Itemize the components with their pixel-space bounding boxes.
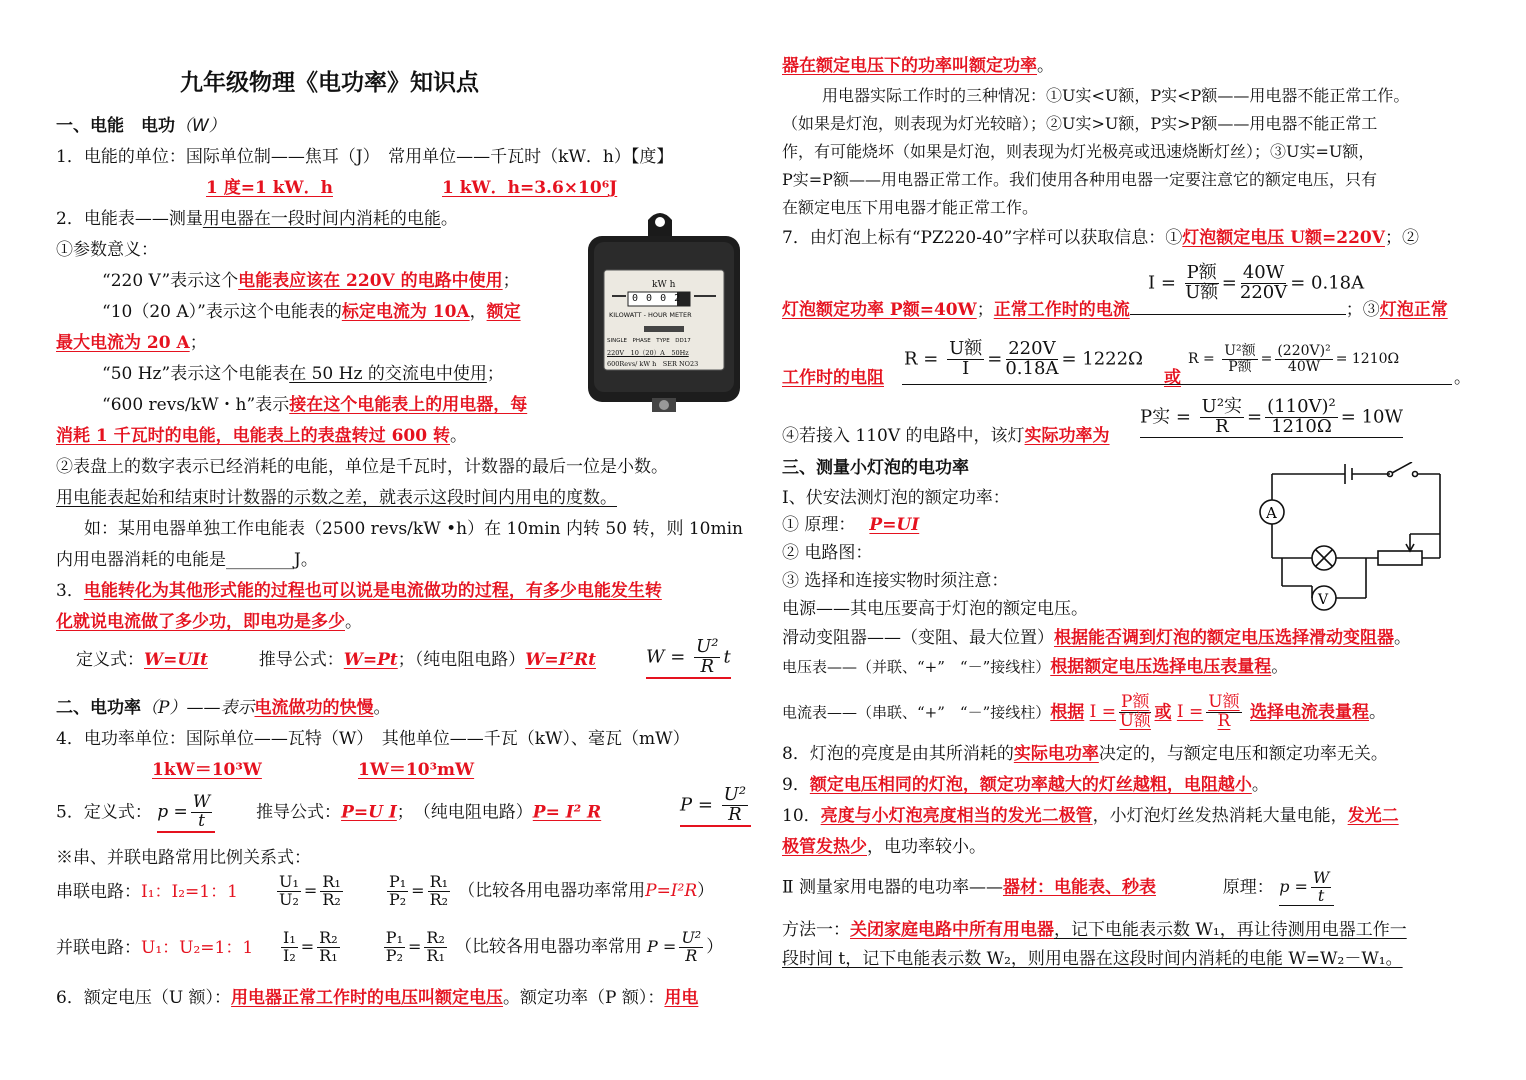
- power-supply-note: 电源——其电压要高于灯泡的额定电压。: [782, 599, 1088, 619]
- dial-reading-line: ②表盘上的数字表示已经消耗的电能，单位是千瓦时，计数器的最后一位是小数。: [56, 457, 668, 477]
- param-revs-line: “600 revs/kW・h”表示接在这个电能表上的用电器，每: [102, 395, 528, 415]
- meter-unit-label: kW h: [652, 280, 676, 290]
- actual-power-line: ④若接入 110V 的电路中，该灯实际功率为: [782, 426, 1110, 446]
- working-cases-line-5: 在额定电压下用电器才能正常工作。: [782, 198, 1039, 217]
- filament-line: 9．额定电压相同的灯泡，额定功率越大的灯丝越粗，电阻越小。: [782, 775, 1269, 795]
- rated-voltage-line: 6．额定电压（U 额）：用电器正常工作时的电压叫额定电压。额定功率（P 额）：用电: [56, 988, 699, 1008]
- working-cases-line-4: P实=P额——用电器正常工作。我们使用各种用电器一定要注意它的额定电压，只有: [782, 170, 1377, 189]
- meter-specs-2: 220V 10（20）A 50Hz: [607, 349, 689, 357]
- rated-power-info-line: 灯泡额定功率 P额=40W；正常工作时的电流 ；③灯泡正常: [782, 300, 1448, 320]
- resistance-underline: [902, 384, 1452, 385]
- param-220v-line: “220 V”表示这个电能表应该在 220V 的电路中使用；: [102, 271, 520, 291]
- param-current-line: “10（20 A）”表示这个电能表的标定电流为 10A，额定: [102, 302, 521, 322]
- section-3-heading: 三、测量小灯泡的电功率: [782, 458, 969, 478]
- param-frequency-line: “50 Hz”表示这个电能表在 50 Hz 的交流电中使用；: [102, 364, 504, 384]
- example-line: 如：某用电器单独工作电能表（2500 revs/kW •h）在 10min 内转 50 转，则 10min: [84, 519, 743, 539]
- work-concept-line-2: 化就说电流做了多少功，即电功是多少。: [56, 612, 362, 632]
- parallel-ratio-formulas: $\frac{\text{I₁}}{\text{I₂}}$ = $\frac{\text{R₂}}{\text{R₁}}$ $\frac{\text{P₁}}{\text{P₂}}$ = $\frac{\text{R₂}}{\text{R₁}}$ （比较各用电器功率常用 P = $\frac{\text{U²}}{R}$ ）: [283, 928, 724, 965]
- meter-specs-1: SINGLE PHASE TYPE DD17: [607, 338, 691, 344]
- electric-meter-image: [582, 208, 747, 418]
- param-revs-line-2: 消耗 1 千瓦时的电能，电能表上的表盘转过 600 转。: [56, 426, 467, 446]
- work-formula-u2r: W = $\frac{\text{U²}}{R}$ t: [646, 636, 731, 677]
- document-page: 九年级物理《电功率》知识点 一、电能 电功（W） 1．电能的单位：国际单位制——焦耳（J） 常用单位——千瓦时（kW．h）【度】 1 度=1 kW．h 1 kW．h=3.6×10⁶J 2．电能表——测量用电器在一段时间内消耗的电能。 ①参数意义： “220 V”表示这个电能表应该在 220V 的电路中使用； “10（20 A）”表示这个电能表的标定电流为 10A，额定 最大电流为 20 A； “50 Hz”表示这个电能表在 50 Hz 的交流电中使用； “600 revs/kW・h”表示接在这个电能表上的用电器，每 消耗 1 千瓦时的电能，电能表上的表盘转过 600 转。 ②表盘上的数字表示已经消耗的电能，单位是千瓦时，计数器的最后一位是小数。 用电能表起始和结束时计数器的示数之差，就表示这段时间内用电的度数。 如：某用电器单独工作电能表（2500 revs/kW •h）在 10min 内转 50 转，则 10min 内用电器消耗的电能是________J。 3．电能转化为其他形式能的过程也可以说是电流做功的过程，有多少电能发生转 化就说电流做了多少功，即电功是多少。 定义式：W=UIt 推导公式：W=Pt；（纯电阻电路）W=I²Rt W = $\frac{\text{U²}}{R}$ t 二、电功率（P）——表示电流做功的快慢。 4．电功率单位：国际单位——瓦特（W） 其他单位——千瓦（kW）、毫瓦（mW） 1kW＝10³W 1W＝10³mW 5．定义式： p = $\frac{W}{t}$ 推导公式：P=U I； （纯电阻电路）P= I² R P = $\frac{\text{U²}}{R}$ ※串、并联电路常用比例关系式： 串联电路：I₁：I₂=1：1 $\frac{\text{U₁}}{\text{U₂}}$ = $\frac{\text{R₁}}{\text{R₂}}$ $\frac{\text{P₁}}{\text{P₂}}$ = $\frac{\text{R₁}}{\text{R₂}}$ （比较各用电器功率常用P=I²R） 并联电路：U₁：U₂=1：1 $\frac{\text{I₁}}{\text{I₂}}$ = $\frac{\text{R₂}}{\text{R₁}}$ $\frac{\text{P₁}}{\text{P₂}}$ = $\frac{\text{R₂}}{\text{R₁}}$ （比较各用电器功率常用 P = $\frac{\text{U²}}{R}$ ） 6．额定电压（U 额）：用电器正常工作时的电压叫额定电压。额定功率（P 额）：用电 kW h 0 0 0 2 KILOWATT - HOUR METER SINGLE PHASE TYPE DD17 220V 10（20）A 50Hz 600Revs/ kW h SER NO23 器在额定电压下的功率叫额定功率。 用电器实际工作时的三种情况：①U实<U额，P实<P额——用电器不能正常工作。 （如果是灯泡，则表现为灯光较暗）；②U实>U额，P实>P额——用电器不能正常工 作，有可能烧坏（如果是灯泡，则表现为灯光极亮或迅速烧断灯丝）；③U实=U额， P实=P额——用电器正常工作。我们使用各种用电器一定要注意它的额定电压，只有 在额定电压下用电器才能正常工作。 7．由灯泡上标有“PZ220-40”字样可以获取信息：①灯泡额定电压 U额=220V；② I = $\frac{\text{P额}}{\text{U额}}$ = $\frac{40W}{220V}$ = 0.18A 灯泡额定功率 P额=40W；正常工作时的电流 ；③灯泡正常 工作时的电阻 R = $\frac{\text{U额}}{I}$ = $\frac{220V}{0.18A}$ = 1222Ω 或 R = $\frac{\text{U²额}}{\text{P额}}$ = $\frac{\text{(220V)²}}{40W}$ = 1210Ω 。 ④若接入 110V 的电路中，该灯实际功率为 P实 = $\frac{\text{U²实}}{R}$ = $\frac{\text{(110V)²}}{1210\Omega}$ = 10W 三、测量小灯泡的电功率 Ⅰ、伏安法测灯泡的额定功率： ① 原理： P=UI ② 电路图： ③ 选择和连接实物时须注意： 电源——其电压要高于灯泡的额定电压。 滑动变阻器——（变阻、最大位置）根据能否调到灯泡的额定电压选择滑动变阻器。 电压表——（并联、“+” “－”接线柱）根据额定电压选择电压表量程。 电流表——（串联、“+” “－”接线柱）根据 I = $\frac{\text{P额}}{\text{U额}}$ 或 I = $\frac{\text{U额}}{R}$ 选择电流表量程。 8．灯泡的亮度是由其所消耗的实际电功率决定的，与额定电压和额定功率无关。 9．额定电压相同的灯泡，额定功率越大的灯丝越粗，电阻越小。 10．亮度与小灯泡亮度相当的发光二极管，小灯泡灯丝发热消耗大量电能，发光二 极管发热少，电功率较小。 Ⅱ 测量家用电器的电功率——器材：电能表、秒表 原理： p = $\frac{W}{t}$ 方法一：关闭家庭电路中所有用电器，记下电能表示数 W₁，再让待测用电器工作一 段时间 t，记下电能表示数 W₂，则用电器在这段时间内消耗的电能 W=W₂－W₁。 A V: [56, 56, 1471, 1008]
- meter-definition-line: 2．电能表——测量用电器在一段时间内消耗的电能。: [56, 209, 458, 229]
- svg-text:V: V: [1318, 592, 1329, 608]
- current-calc-formula: I = $\frac{\text{P额}}{\text{U额}}$ = $\frac{40W}{220V}$ = 0.18A: [1148, 262, 1365, 303]
- series-ratio-formulas: $\frac{\text{U₁}}{\text{U₂}}$ = $\frac{\text{R₁}}{\text{R₂}}$ $\frac{\text{P₁}}{\text{P₂}}$ = $\frac{\text{R₁}}{\text{R₂}}$ （比较各用电器功率常用P=I²R）: [279, 872, 715, 909]
- resistance-end: 。: [1454, 368, 1471, 388]
- working-cases-line-3: 作，有可能烧坏（如果是灯泡，则表现为灯光极亮或迅速烧断灯丝）；③U实=U额，: [782, 142, 1375, 161]
- power-definition-line: 5．定义式： p = $\frac{W}{t}$ 推导公式：P=U I； （纯电阻电路）P= I² R: [56, 792, 602, 831]
- example-line-2: 内用电器消耗的电能是________J。: [56, 550, 318, 570]
- household-power-line: Ⅱ 测量家用电器的电功率——器材：电能表、秒表 原理： p = $\frac{W}{t}$: [782, 870, 1334, 906]
- working-cases-line-2: （如果是灯泡，则表现为灯光较暗）；②U实>U额，P实>P额——用电器不能正常工: [782, 114, 1378, 133]
- led-line: 10．亮度与小灯泡亮度相当的发光二极管，小灯泡灯丝发热消耗大量电能，发光二: [782, 806, 1399, 826]
- meter-specs-3: 600Revs/ kW h SER NO23: [607, 360, 699, 368]
- connection-notes-label: ③ 选择和连接实物时须注意：: [782, 571, 1009, 591]
- working-cases-line-1: 用电器实际工作时的三种情况：①U实<U额，P实<P额——用电器不能正常工作。: [822, 86, 1410, 105]
- parallel-ratio-line: 并联电路：U₁：U₂=1：1: [56, 938, 254, 958]
- circuit-diagram: [1250, 462, 1450, 612]
- voltmeter-note: 电压表——（并联、“+” “－”接线柱）根据额定电压选择电压表量程。: [782, 657, 1289, 677]
- parameter-meaning-label: ①参数意义：: [56, 240, 158, 260]
- param-current-line-2: 最大电流为 20 A；: [56, 333, 207, 353]
- actual-power-formula: P实 = $\frac{\text{U²实}}{R}$ = $\frac{\text{(110V)²}}{1210\Omega}$ = 10W: [1140, 396, 1403, 437]
- ratio-heading: ※串、并联电路常用比例关系式：: [56, 848, 311, 868]
- resistance-line: 工作时的电阻: [782, 368, 884, 388]
- work-formula-line: 定义式：W=UIt 推导公式：W=Pt；（纯电阻电路）W=I²Rt: [76, 650, 596, 670]
- method-one-line-2: 段时间 t，记下电能表示数 W₂，则用电器在这段时间内消耗的电能 W=W₂－W₁。: [782, 949, 1403, 969]
- rated-power-line: 器在额定电压下的功率叫额定功率。: [782, 56, 1054, 76]
- led-line-2: 极管发热少，电功率较小。: [782, 837, 986, 857]
- page-title: 九年级物理《电功率》知识点: [180, 70, 479, 96]
- series-ratio-line: 串联电路：I₁：I₂=1：1: [56, 882, 238, 902]
- resistance-or: 或: [1164, 368, 1181, 388]
- section-1-heading: 一、电能 电功（W）: [56, 116, 226, 136]
- meter-counter: 0 0 0 2: [632, 293, 682, 304]
- principle-line: ① 原理： P=UI: [782, 515, 920, 535]
- svg-text:A: A: [1266, 504, 1277, 522]
- ammeter-note: 电流表——（串联、“+” “－”接线柱）根据 I = $\frac{\text{P额}}{\text{U额}}$ 或 I = $\frac{\text{U额}}{R}$ 选择电流表量程。: [782, 692, 1386, 731]
- bulb-label-line: 7．由灯泡上标有“PZ220-40”字样可以获取信息：①灯泡额定电压 U额=220V；②: [782, 228, 1419, 248]
- dial-difference-line: 用电能表起始和结束时计数器的示数之差，就表示这段时间内用电的度数。: [56, 488, 617, 508]
- resistance-formula-2: R = $\frac{\text{U²额}}{\text{P额}}$ = $\frac{\text{(220V)²}}{40W}$ = 1210Ω: [1188, 343, 1400, 375]
- power-unit-line: 4．电功率单位：国际单位——瓦特（W） 其他单位——千瓦（kW）、毫瓦（mW）: [56, 729, 690, 749]
- power-formula-u2r: P = $\frac{\text{U²}}{R}$: [680, 786, 751, 827]
- rheostat-note: 滑动变阻器——（变阻、最大位置）根据能否调到灯泡的额定电压选择滑动变阻器。: [782, 628, 1411, 648]
- resistance-formula-1: R = $\frac{\text{U额}}{I}$ = $\frac{220V}{0.18A}$ = 1222Ω: [904, 338, 1143, 379]
- work-concept-line: 3．电能转化为其他形式能的过程也可以说是电流做功的过程，有多少电能发生转: [56, 581, 662, 601]
- section-2-heading: 二、电功率（P）——表示电流做功的快慢。: [56, 698, 391, 718]
- method-one-line: 方法一：关闭家庭电路中所有用电器，记下电能表示数 W₁，再让待测用电器工作一: [782, 920, 1407, 940]
- voltammetry-heading: Ⅰ、伏安法测灯泡的额定功率：: [782, 488, 1010, 508]
- energy-unit-line: 1．电能的单位：国际单位制——焦耳（J） 常用单位——千瓦时（kW．h）【度】: [56, 147, 674, 167]
- circuit-diagram-label: ② 电路图：: [782, 543, 873, 563]
- brightness-line: 8．灯泡的亮度是由其所消耗的实际电功率决定的，与额定电压和额定功率无关。: [782, 744, 1388, 764]
- meter-title-label: KILOWATT - HOUR METER: [609, 311, 692, 319]
